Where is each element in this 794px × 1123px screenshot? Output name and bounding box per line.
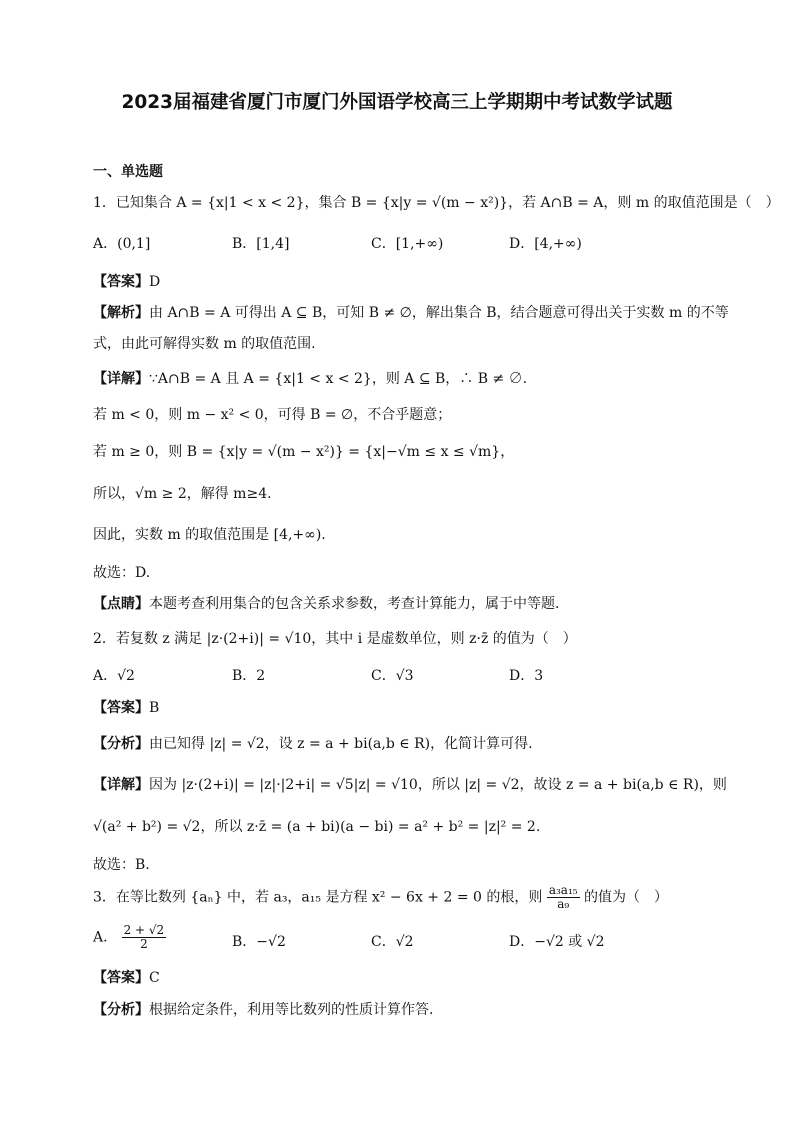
q3-option-a-denominator: 2 bbox=[140, 937, 148, 951]
answer-tag: 【答案】 bbox=[93, 700, 149, 716]
q1-option-b: B．[1,4] bbox=[232, 236, 290, 252]
q1-analysis-line-1 bbox=[93, 302, 729, 322]
detail-tag: 【详解】 bbox=[93, 371, 149, 387]
q2-analysis bbox=[93, 733, 533, 753]
q1-detail-text-1: ∵A∩B = A 且 A = {x|1 < x < 2}，则 A ⊆ B，∴ B ≠ ∅. bbox=[149, 371, 528, 387]
detail-tag: 【详解】 bbox=[93, 777, 149, 793]
q3-stem-tail: 的值为（ ） bbox=[584, 889, 669, 906]
q2-option-d: D．3 bbox=[509, 668, 544, 684]
q3-analysis bbox=[93, 999, 433, 1019]
q3-analysis-text: 根据给定条件，利用等比数列的性质计算作答. bbox=[149, 1002, 434, 1018]
q3-option-d: D．−√2 或 √2 bbox=[509, 934, 605, 950]
analysis-tag: 【分析】 bbox=[93, 1002, 149, 1018]
q1-option-a: A．(0,1] bbox=[93, 236, 151, 252]
q1-detail-line-1 bbox=[93, 368, 527, 388]
q2-option-b: B．2 bbox=[232, 668, 266, 684]
section-heading: 一、单选题 bbox=[93, 164, 163, 180]
q3-fraction bbox=[547, 884, 580, 911]
q2-choose: 故选：B. bbox=[93, 857, 150, 873]
q2-detail-line-2: √(a² + b²) = √2，所以 z·z̄ = (a + bi)(a − bi) = a² + b² = |z|² = 2. bbox=[93, 819, 541, 835]
q1-choose: 故选：D. bbox=[93, 565, 151, 581]
q3-answer bbox=[93, 967, 160, 987]
q3-option-a bbox=[93, 924, 166, 951]
q1-analysis-line-2: 式，由此可解得实数 m 的取值范围. bbox=[93, 336, 316, 352]
q1-detail-line-5: 因此，实数 m 的取值范围是 [4,+∞). bbox=[93, 527, 326, 543]
q2-analysis-text: 由已知得 |z| = √2，设 z = a + bi(a,b ∈ R)，化简计算可得. bbox=[149, 736, 533, 752]
q1-analysis-text-1: 由 A∩B = A 可得出 A ⊆ B，可知 B ≠ ∅，解出集合 B，结合题意可得出关于实数 m 的不等 bbox=[149, 305, 729, 321]
analysis-tag: 【解析】 bbox=[93, 305, 149, 321]
q1-detail-line-4: 所以，√m ≥ 2，解得 m≥4. bbox=[93, 486, 272, 502]
q2-answer bbox=[93, 697, 159, 717]
q3-option-a-fraction bbox=[122, 924, 167, 951]
analysis-tag: 【分析】 bbox=[93, 736, 149, 752]
q1-answer bbox=[93, 271, 160, 291]
q2-stem: 2．若复数 z 满足 |z·(2+i)| = √10，其中 i 是虚数单位，则 z·z̄ 的值为（ ） bbox=[93, 631, 577, 647]
q1-answer-value: D bbox=[149, 274, 161, 290]
q3-fraction-denominator: a₉ bbox=[557, 897, 570, 911]
q2-option-c: C．√3 bbox=[371, 668, 414, 684]
q1-stem: 1．已知集合 A = {x|1 < x < 2}，集合 B = {x|y = √(m − x²)}，若 A∩B = A，则 m 的取值范围是（ ） bbox=[93, 195, 780, 211]
q3-option-c: C．√2 bbox=[371, 934, 414, 950]
q2-answer-value: B bbox=[149, 700, 160, 716]
answer-tag: 【答案】 bbox=[93, 274, 149, 290]
q1-comment-text: 本题考查利用集合的包含关系求参数，考查计算能力，属于中等题. bbox=[149, 596, 560, 612]
q3-option-a-label: A． bbox=[93, 929, 118, 946]
comment-tag: 【点睛】 bbox=[93, 596, 149, 612]
page-title: 2023届福建省厦门市厦门外国语学校高三上学期期中考试数学试题 bbox=[121, 92, 673, 113]
q2-detail-text-1: 因为 |z·(2+i)| = |z|·|2+i| = √5|z| = √10，所以 |z| = √2，故设 z = a + bi(a,b ∈ R)，则 bbox=[149, 777, 727, 793]
q3-option-a-numerator: 2 + √2 bbox=[123, 923, 165, 937]
q2-detail-line-1 bbox=[93, 774, 727, 794]
q1-comment bbox=[93, 593, 559, 613]
answer-tag: 【答案】 bbox=[93, 970, 149, 986]
q1-detail-line-3: 若 m ≥ 0，则 B = {x|y = √(m − x²)} = {x|−√m ≤ x ≤ √m}， bbox=[93, 444, 515, 460]
q2-option-a: A．√2 bbox=[93, 668, 135, 684]
q3-stem bbox=[93, 884, 668, 911]
q3-stem-text: 3．在等比数列 {aₙ} 中，若 a₃，a₁₅ 是方程 x² − 6x + 2 = 0 的根，则 bbox=[93, 889, 543, 906]
q3-fraction-numerator: a₃a₁₅ bbox=[548, 883, 578, 897]
q1-option-d: D．[4,+∞) bbox=[509, 236, 582, 252]
q1-option-c: C．[1,+∞) bbox=[371, 236, 444, 252]
q1-detail-line-2: 若 m < 0，则 m − x² < 0，可得 B = ∅，不合乎题意； bbox=[93, 407, 452, 423]
q3-option-b: B．−√2 bbox=[232, 934, 286, 950]
q3-answer-value: C bbox=[149, 970, 160, 986]
